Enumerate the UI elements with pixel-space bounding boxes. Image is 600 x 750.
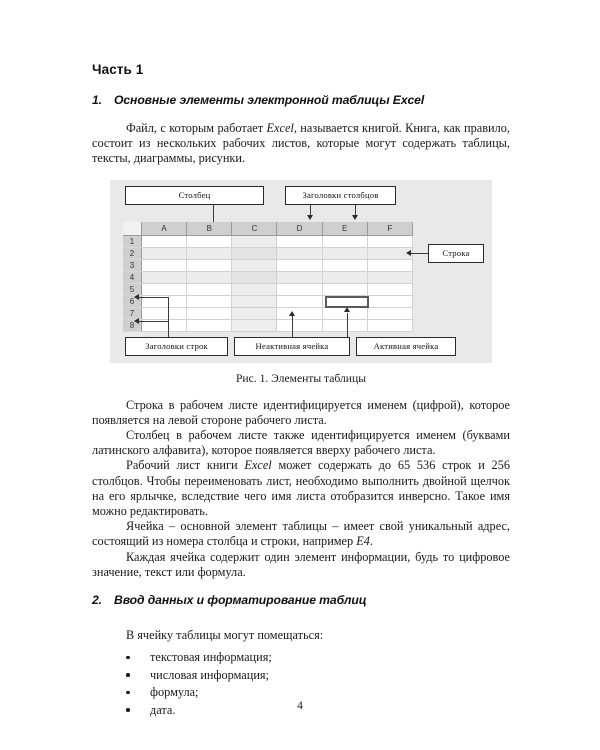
cell-d2[interactable] [277,247,322,259]
figure-canvas [110,180,492,363]
paragraph-intro-part2: , называется книгой. Книга, как правило, состоит из нескольких рабочих листов, которые могут содержать таблицы, тексты, диаграммы, рисунки. [92,121,510,166]
cell-a2[interactable] [142,247,187,259]
cell-f7[interactable] [367,307,412,319]
leader-line-row [410,253,428,254]
paragraph-row-definition: Строка в рабочем листе идентифицируется именем (цифрой), которое появляется на левой стороне рабочего листа. [92,397,510,427]
spreadsheet-row [123,271,413,283]
paragraph-intro-part1: Файл, с которым работает [126,121,267,135]
page-title: Часть 1 [92,62,144,77]
callout-active-cell: Активная ячейка [356,337,456,356]
cell-e5[interactable] [322,283,367,295]
leader-line-rowheaders-stem [168,297,169,337]
row-header-3[interactable]: 3 [123,259,142,271]
leader-line-rowheaders-top [138,297,169,298]
spreadsheet-table [123,222,413,332]
figure-caption: Рис. 1. Элементы таблицы [235,371,366,385]
cell-c7[interactable] [232,307,277,319]
section-heading-1 [92,93,510,107]
column-header-d[interactable]: D [277,222,322,236]
cell-c1[interactable] [232,235,277,247]
cell-f5[interactable] [367,283,412,295]
callout-row: Строка [428,244,484,263]
cell-b6[interactable] [187,295,232,307]
spreadsheet-grid [123,222,413,332]
cell-f4[interactable] [367,271,412,283]
paragraph-worksheet-part1: Рабочий лист книги [126,458,245,473]
cell-f6[interactable] [367,295,412,307]
cell-e2[interactable] [322,247,367,259]
section-title-1: Основные элементы электронной таблицы Excel [114,93,425,107]
column-header-b[interactable]: B [187,222,232,236]
cell-b7[interactable] [187,307,232,319]
arrow-row-left-icon [406,250,411,256]
page-number: 4 [297,700,303,712]
row-header-4[interactable]: 4 [123,271,142,283]
bullet-icon [126,673,130,677]
cell-f3[interactable] [367,259,412,271]
list-item [126,667,510,685]
figure-1 [92,180,510,385]
callout-column: Столбец [125,186,264,205]
list-item [126,649,510,667]
cell-c8[interactable] [232,319,277,331]
callout-inactive-cell: Неактивная ячейка [234,337,350,356]
cell-c6[interactable] [232,295,277,307]
spreadsheet-row [123,247,413,259]
cell-c2[interactable] [232,247,277,259]
cell-e3[interactable] [322,259,367,271]
row-header-8[interactable]: 8 [123,319,142,331]
cell-a1[interactable] [142,235,187,247]
cell-d3[interactable] [277,259,322,271]
spreadsheet-row [123,235,413,247]
column-header-f[interactable]: F [367,222,412,236]
cell-a5[interactable] [142,283,187,295]
page-content [92,62,510,719]
paragraph-worksheet-part2: может содержать до 65 536 строк и 256 столбцов. Чтобы переименовать лист, необходимо выполнить двойной щелчок на его ярлычке, вследствие чего имя листа отобразится инверсно. Такое имя можно редактировать. [92,458,511,519]
paragraph-column-definition: Столбец в рабочем листе также идентифицируется именем (буквами латинского алфавита), которое появляется вверху рабочего листа. [92,428,510,458]
column-header-a[interactable]: A [142,222,187,236]
spreadsheet-row [123,259,413,271]
cell-d1[interactable] [277,235,322,247]
section-title-2: Ввод данных и форматирование таблиц [114,593,367,608]
callout-row-headers: Заголовки строк [125,337,228,356]
leader-line-active-cell [347,313,348,337]
spreadsheet-row [123,307,413,319]
section-heading-2 [92,593,510,607]
row-header-2[interactable]: 2 [123,247,142,259]
cell-b3[interactable] [187,259,232,271]
list-item-label: текстовая информация; [150,650,272,665]
cell-c5[interactable] [232,283,277,295]
callout-column-headers: Заголовки столбцов [285,186,396,205]
cell-d8[interactable] [277,319,322,331]
cell-b2[interactable] [187,247,232,259]
cell-e4[interactable] [322,271,367,283]
paragraph-intro-excel: Excel [266,121,294,135]
arrow-active-cell-up-icon [344,307,350,312]
section-number-2: 2. [92,593,102,608]
row-header-7[interactable]: 7 [123,307,142,319]
arrow-rowheader-8-left-icon [134,318,139,324]
arrow-inactive-cell-up-icon [289,311,295,316]
list-item-label: дата. [150,702,176,717]
arrow-rowheader-6-left-icon [134,294,139,300]
bullet-icon [126,656,130,660]
list-lead-in: В ячейку таблицы могут помещаться: [126,628,324,643]
cell-e1[interactable] [322,235,367,247]
cell-c4[interactable] [232,271,277,283]
cell-d4[interactable] [277,271,322,283]
paragraph-cell-content: Каждая ячейка содержит один элемент информации, будь то цифровое значение, текст или формула. [92,549,510,579]
cell-b4[interactable] [187,271,232,283]
cell-b8[interactable] [187,319,232,331]
leader-line-rowheaders-bottom [138,321,169,322]
cell-f1[interactable] [367,235,412,247]
cell-b5[interactable] [187,283,232,295]
bullet-icon [126,691,130,695]
arrow-colheaders-2-down-icon [352,215,358,220]
cell-d5[interactable] [277,283,322,295]
cell-e8[interactable] [322,319,367,331]
paragraph-cell-example: E4 [356,534,370,549]
list-item-label: числовая информация; [150,667,269,682]
paragraph-worksheet-limits [92,458,510,519]
grid-corner-cell[interactable] [123,222,142,236]
list-item-label: формула; [150,685,199,700]
column-header-c[interactable]: C [232,222,277,236]
cell-b1[interactable] [187,235,232,247]
cell-a3[interactable] [142,259,187,271]
column-header-e[interactable]: E [322,222,367,236]
paragraph-worksheet-excel: Excel [244,458,272,473]
cell-a4[interactable] [142,271,187,283]
spreadsheet-row [123,283,413,295]
cell-a7[interactable] [142,307,187,319]
cell-c3[interactable] [232,259,277,271]
row-header-5[interactable]: 5 [123,283,142,295]
spreadsheet-header-row [123,222,413,236]
section-number-1: 1. [92,93,102,107]
cell-d6[interactable] [277,295,322,307]
paragraph-intro [92,121,510,167]
paragraph-cell-part2: . [369,534,373,549]
arrow-colheaders-1-down-icon [307,215,313,220]
paragraph-cell-address [92,519,510,549]
paragraph-cell-part1: Ячейка – основной элемент таблицы – имеет свой уникальный адрес, состоящий из номера столбца и строки, например [92,519,510,549]
row-header-1[interactable]: 1 [123,235,142,247]
cell-f8[interactable] [367,319,412,331]
row-header-6[interactable]: 6 [123,295,142,307]
leader-line-inactive-cell [292,316,293,337]
cell-d7[interactable] [277,307,322,319]
